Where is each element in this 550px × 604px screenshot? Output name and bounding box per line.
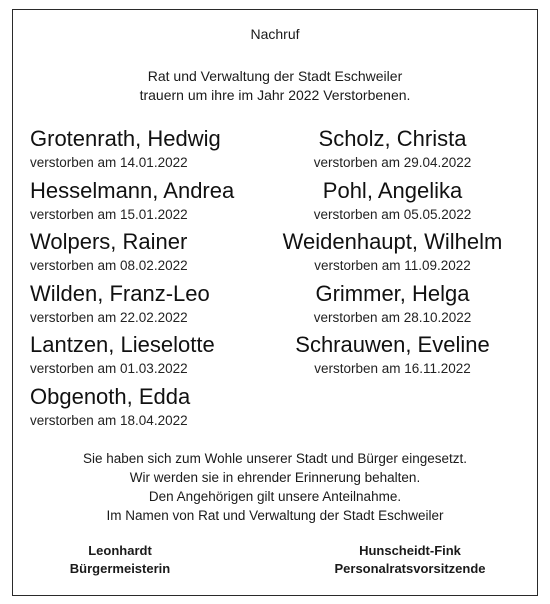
signature-title: Bürgermeisterin	[69, 561, 171, 576]
deceased-list-right	[265, 124, 520, 382]
death-date: verstorben am 29.04.2022	[313, 155, 472, 170]
death-date: verstorben am 15.01.2022	[30, 206, 188, 222]
deceased-entry	[30, 124, 285, 176]
closing-line-4: Im Namen von Rat und Verwaltung der Stadt Eschweiler	[106, 508, 444, 523]
deceased-entry	[30, 279, 285, 331]
closing-line-2: Wir werden sie in ehrender Erinnerung behalten.	[129, 470, 421, 485]
death-date: verstorben am 05.05.2022	[313, 206, 472, 222]
death-date: verstorben am 22.02.2022	[30, 309, 188, 325]
deceased-entry	[265, 227, 520, 279]
deceased-entry	[30, 227, 285, 279]
signature-staff-council	[310, 542, 510, 578]
signature-name: Leonhardt	[88, 543, 152, 558]
deceased-name: Schrauwen, Eveline	[295, 332, 490, 357]
deceased-name: Wilden, Franz-Leo	[30, 280, 210, 306]
death-date: verstorben am 18.04.2022	[30, 412, 188, 428]
signature-name: Hunscheidt-Fink	[359, 543, 461, 558]
death-date: verstorben am 01.03.2022	[30, 361, 188, 376]
deceased-list-left	[30, 124, 285, 433]
deceased-name: Lantzen, Lieselotte	[30, 332, 215, 357]
death-date: verstorben am 08.02.2022	[30, 258, 188, 273]
deceased-name: Hesselmann, Andrea	[30, 177, 235, 203]
intro-line-2: trauern um ihre im Jahr 2022 Verstorbenen.	[139, 87, 411, 103]
death-date: verstorben am 16.11.2022	[314, 361, 471, 376]
deceased-name: Grotenrath, Hedwig	[30, 126, 221, 151]
notice-heading: Nachruf	[250, 26, 300, 42]
deceased-name: Grimmer, Helga	[315, 280, 470, 306]
deceased-name: Scholz, Christa	[318, 126, 467, 151]
intro-text	[0, 67, 550, 105]
signature-title: Personalratsvorsitzende	[334, 561, 486, 576]
closing-text	[0, 449, 550, 525]
deceased-entry	[265, 176, 520, 228]
deceased-name: Wolpers, Rainer	[30, 229, 188, 254]
closing-line-1: Sie haben sich zum Wohle unserer Stadt und Bürger eingesetzt.	[83, 451, 467, 466]
deceased-name: Obgenoth, Edda	[30, 383, 191, 409]
deceased-entry	[265, 279, 520, 331]
deceased-name: Weidenhaupt, Wilhelm	[282, 229, 503, 254]
deceased-entry	[30, 382, 285, 434]
deceased-entry	[265, 124, 520, 176]
deceased-entry	[265, 330, 520, 382]
deceased-name: Pohl, Angelika	[322, 177, 463, 203]
death-date: verstorben am 14.01.2022	[30, 155, 188, 170]
closing-line-3: Den Angehörigen gilt unsere Anteilnahme.	[148, 489, 402, 504]
death-date: verstorben am 11.09.2022	[314, 258, 471, 273]
signature-mayor	[40, 542, 200, 578]
deceased-entry	[30, 176, 285, 228]
intro-line-1: Rat und Verwaltung der Stadt Eschweiler	[147, 68, 403, 84]
deceased-entry	[30, 330, 285, 382]
death-date: verstorben am 28.10.2022	[313, 309, 472, 325]
